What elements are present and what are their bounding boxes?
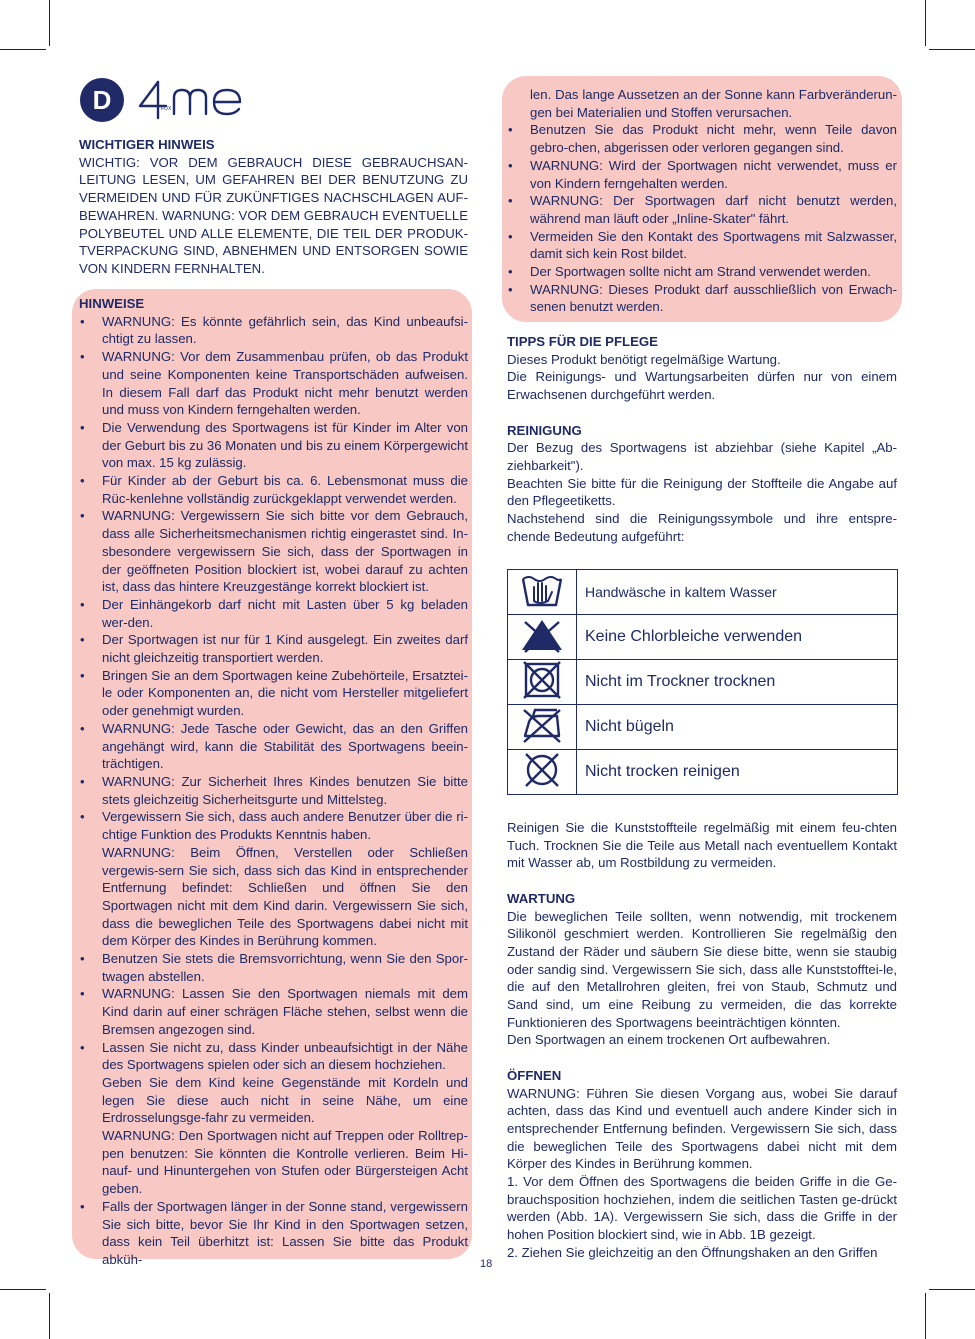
list-item: • Lassen Sie nicht zu, dass Kinder unbeaufsichtigt in der Nähe des Sportwagens spielen oder sich an diesem hochziehen. xyxy=(79,1039,468,1074)
wartung-text: Den Sportwagen an einem trockenen Ort aufbewahren. xyxy=(507,1032,831,1048)
list-item: • Benutzen Sie das Produkt nicht mehr, wenn Teile davon gebro-chen, abgerissen oder verloren gegangen sind. xyxy=(507,121,897,156)
list-item: • WARNUNG: Vor dem Zusammenbau prüfen, ob das Produkt und seine Komponenten keine Transportschäden aufweisen. In diesem Fall darf das Produkt nicht mehr benutzt werden und muss von Kindern ferngehalten werden. xyxy=(79,348,468,419)
table-cell xyxy=(508,660,577,705)
page-number: 18 xyxy=(480,1258,493,1270)
cleaning-text: Beachten Sie bitte für die Reinigung der Stoffteile die Angabe auf den Pflegeetiketts. xyxy=(507,475,897,509)
crop-mark xyxy=(925,1293,926,1339)
hinweise-section-continued xyxy=(507,86,897,316)
wartung-title: WARTUNG xyxy=(507,890,576,906)
hand-wash-icon xyxy=(519,571,565,609)
table-cell: Nicht trocken reinigen xyxy=(577,750,898,795)
table-row xyxy=(508,660,898,705)
oeffnen-text: 1. Vor dem Öffnen des Sportwagens die beiden Griffe in die Ge-brauchsposition hochziehen, indem die seitlichen Tasten ge-drückt werden (Abb. 1A). Vergewissern Sie sich, dass die Griffe in der hohen Position blockiert sind, wie in Abb. 1B gezeigt. xyxy=(507,1174,897,1243)
important-notice-body: WICHTIG: VOR DEM GEBRAUCH DIESE GEBRAUCHSAN-LEITUNG LESEN, UM GEFAHREN BEI DER BENUTZUNG ZU VERMEIDEN UND FÜR ZUKÜNFTIGES NACHSCHLAGEN AUF-BEWAHREN. WARNUNG: VOR DEM GEBRAUCH EVENTUELLE POLYBEUTEL UND ALLE ELEMENTE, DIE TEIL DER PRODUK-TVERPACKUNG SIND, ABNEHMEN UND ENTSORGEN SOWIE VON KINDERN FERNHALTEN. xyxy=(79,154,468,276)
table-cell: Nicht bügeln xyxy=(577,705,898,750)
maintenance-section xyxy=(507,819,897,1262)
list-item-continuation: WARNUNG: Den Sportwagen nicht auf Treppen oder Rolltrep-pen benutzen: Sie könnten die Kontrolle verlieren. Beim Hi-nauf- und Hinuntergehen von Stufen oder Bürgersteigen Acht geben. xyxy=(102,1128,468,1197)
oeffnen-text: 2. Ziehen Sie gleichzeitig an den Öffnungshaken an den Griffen xyxy=(507,1244,878,1260)
hinweise-list-right xyxy=(507,121,897,316)
crop-mark xyxy=(929,1289,975,1290)
crop-mark xyxy=(49,0,50,46)
list-item: • Benutzen Sie stets die Bremsvorrichtung, wenn Sie den Spor-twagen abstellen. xyxy=(79,950,468,985)
no-tumble-dry-icon xyxy=(519,661,565,699)
hinweise-section xyxy=(79,295,468,1269)
list-item: • WARNUNG: Zur Sicherheit Ihres Kindes benutzen Sie bitte stets gleichzeitig Sicherheitsgurte und Mittelsteg. xyxy=(79,773,468,808)
brand-tag: FOX xyxy=(161,106,172,112)
care-tips-section xyxy=(507,333,897,545)
list-item: • Bringen Sie an dem Sportwagen keine Zubehörteile, Ersatztei-le oder Komponenten an, die nicht vom Hersteller mitgeliefert oder genehmigt wurden. xyxy=(79,667,468,720)
table-cell: Handwäsche in kaltem Wasser xyxy=(577,570,898,615)
care-tips-text: Die Reinigungs- und Wartungsarbeiten dürfen nur von einem Erwachsenen durchgeführt werden. xyxy=(507,369,897,403)
list-item-continuation: Geben Sie dem Kind keine Gegenstände mit Kordeln und legen Sie diese auch nicht in seine Nähe, um eine Erdrosselungsge-fahr zu vermeiden. xyxy=(102,1074,468,1126)
important-notice xyxy=(79,136,468,278)
list-item-continuation: WARNUNG: Beim Öffnen, Verstellen oder Schließen vergewis-sern Sie sich, dass sich das Kind in entsprechender Entfernung befindet: Schließen und öffnen Sie den Sportwagen nicht mit dem Kind darin. Vergewissern Sie sich, dass die beweglichen Teile des Sportwagens dabei nicht mit dem Körper des Kindes in Berührung kommen. xyxy=(102,844,468,949)
list-item: • Die Verwendung des Sportwagens ist für Kinder im Alter von der Geburt bis zu 36 Monaten und bis zu einem Körpergewicht von max. 15 kg zulässig. xyxy=(79,419,468,472)
table-cell xyxy=(508,750,577,795)
list-item: • Vermeiden Sie den Kontakt des Sportwagens mit Salzwasser, damit sich kein Rost bildet. xyxy=(507,228,897,263)
cleaning-text: Nachstehend sind die Reinigungssymbole und ihre entspre-chende Bedeutung aufgeführt: xyxy=(507,511,897,544)
list-item: • WARNUNG: Es könnte gefährlich sein, das Kind unbeaufsi-chtigt zu lassen. xyxy=(79,313,468,348)
crop-mark xyxy=(929,49,975,50)
list-item: • Der Sportwagen ist nur für 1 Kind ausgelegt. Ein zweites darf nicht gleichzeitig transportiert werden. xyxy=(79,631,468,666)
list-item: • WARNUNG: Lassen Sie den Sportwagen niemals mit dem Kind darin auf einer schrägen Fläche stehen, selbst wenn die Bremsen angezogen sind. xyxy=(79,985,468,1038)
table-cell xyxy=(508,705,577,750)
wartung-section xyxy=(507,890,897,1049)
important-notice-title: WICHTIGER HINWEIS xyxy=(79,137,215,152)
header-logo xyxy=(80,76,270,122)
list-item: • Vergewissern Sie sich, dass auch andere Benutzer über die ri-chtige Funktion des Produkts Kenntnis haben. xyxy=(79,808,468,843)
care-tips-title: TIPPS FÜR DIE PFLEGE xyxy=(507,334,658,349)
cleaning-section xyxy=(507,422,897,546)
no-bleach-icon xyxy=(519,616,565,654)
oeffnen-title: ÖFFNEN xyxy=(507,1067,562,1083)
list-item: • WARNUNG: Jede Tasche oder Gewicht, das an den Griffen angehängt wird, kann die Stabilität des Sportwagens beein-trächtigen. xyxy=(79,720,468,773)
hinweise-list-2 xyxy=(79,950,468,1074)
table-row xyxy=(508,705,898,750)
table-cell: Keine Chlorbleiche verwenden xyxy=(577,615,898,660)
table-row xyxy=(508,750,898,795)
table-row xyxy=(508,570,898,615)
no-iron-icon xyxy=(519,706,565,744)
list-item: • WARNUNG: Dieses Produkt darf ausschließlich von Erwach-senen benutzt werden. xyxy=(507,281,897,316)
list-item: • WARNUNG: Vergewissern Sie sich bitte vor dem Gebrauch, dass alle Sicherheitsmechanismen richtig eingerastet sind. In-sbesondere vergewissern Sie sich, dass der Sportwagen in der geöffneten Position blockiert ist, wobei darauf zu achten ist, dass das hintere Kreuzgestänge korrekt blockiert ist. xyxy=(79,507,468,596)
list-item: • Für Kinder ab der Geburt bis ca. 6. Lebensmonat muss die Rüc-kenlehne vollständig zurückgeklappt verwendet werden. xyxy=(79,472,468,507)
table-cell xyxy=(508,570,577,615)
cleaning-text: Reinigen Sie die Kunststoffteile regelmäßig mit einem feu-chten Tuch. Trocknen Sie die Teile aus Metall nach eventuellem Kontakt mit Wasser ab, um Rostbildung zu vermeiden. xyxy=(507,820,897,871)
hinweise-title: HINWEISE xyxy=(79,296,145,311)
language-badge: D xyxy=(80,78,124,122)
care-tips-text: Dieses Produkt benötigt regelmäßige Wartung. xyxy=(507,351,781,367)
no-dry-clean-icon xyxy=(519,751,565,789)
table-row xyxy=(508,615,898,660)
table-cell xyxy=(508,615,577,660)
list-item: • WARNUNG: Wird der Sportwagen nicht verwendet, muss er von Kindern ferngehalten werden. xyxy=(507,157,897,192)
cleaning-text: Der Bezug des Sportwagens ist abziehbar (siehe Kapitel „Ab-ziehbarkeit"). xyxy=(507,440,897,473)
cleaning-title: REINIGUNG xyxy=(507,422,582,438)
list-item: • Der Sportwagen sollte nicht am Strand verwendet werden. xyxy=(507,263,897,281)
crop-mark xyxy=(925,0,926,46)
table-cell: Nicht im Trockner trocknen xyxy=(577,660,898,705)
brand-logo xyxy=(136,76,266,122)
oeffnen-section xyxy=(507,1067,897,1262)
list-item: • WARNUNG: Der Sportwagen darf nicht benutzt werden, während man läuft oder „Inline-Skater" fährt. xyxy=(507,192,897,227)
hinweise-list-3 xyxy=(79,1198,468,1269)
care-symbols-table xyxy=(507,569,898,795)
oeffnen-text: WARNUNG: Führen Sie diesen Vorgang aus, wobei Sie darauf achten, dass das Kind und eventuell auch andere Kinder sich in entsprechender Entfernung befinden. Vergewissern Sie sich, dass die beweglichen Teile des Sportwagens dabei nicht mit dem Körper des Kindes in Berührung kommen. xyxy=(507,1085,897,1172)
wartung-text: Die beweglichen Teile sollten, wenn notwendig, mit trockenem Silikonöl geschmiert werden. Kontrollieren Sie regelmäßig den Zustand der Räder und säubern Sie diese bitte, wenn sie staubig oder sandig sind. Vergewissern Sie sich, dass alle Kunststofftei-le, die auf den Metallrohren gleiten, frei von Staub, Schmutz und Sand sind, um eine Reibung zu vermeiden, die das korrekte Funktionieren des Sportwagens beeinträchtigen könnten. xyxy=(507,908,897,1030)
list-item: • Der Einhängekorb darf nicht mit Lasten über 5 kg beladen wer-den. xyxy=(79,596,468,631)
hinweise-list xyxy=(79,313,468,844)
crop-mark xyxy=(0,1289,46,1290)
crop-mark xyxy=(49,1293,50,1339)
crop-mark xyxy=(0,49,46,50)
list-item-continuation: len. Das lange Aussetzen an der Sonne kann Farbveränderun-gen bei Materialien und Stoffen verursachen. xyxy=(530,87,897,120)
list-item: • Falls der Sportwagen länger in der Sonne stand, vergewissern Sie sich bitte, bevor Sie Ihr Kind in den Sportwagen setzen, dass kein Teil überhitzt ist: Lassen Sie bitte das Produkt abküh- xyxy=(79,1198,468,1269)
